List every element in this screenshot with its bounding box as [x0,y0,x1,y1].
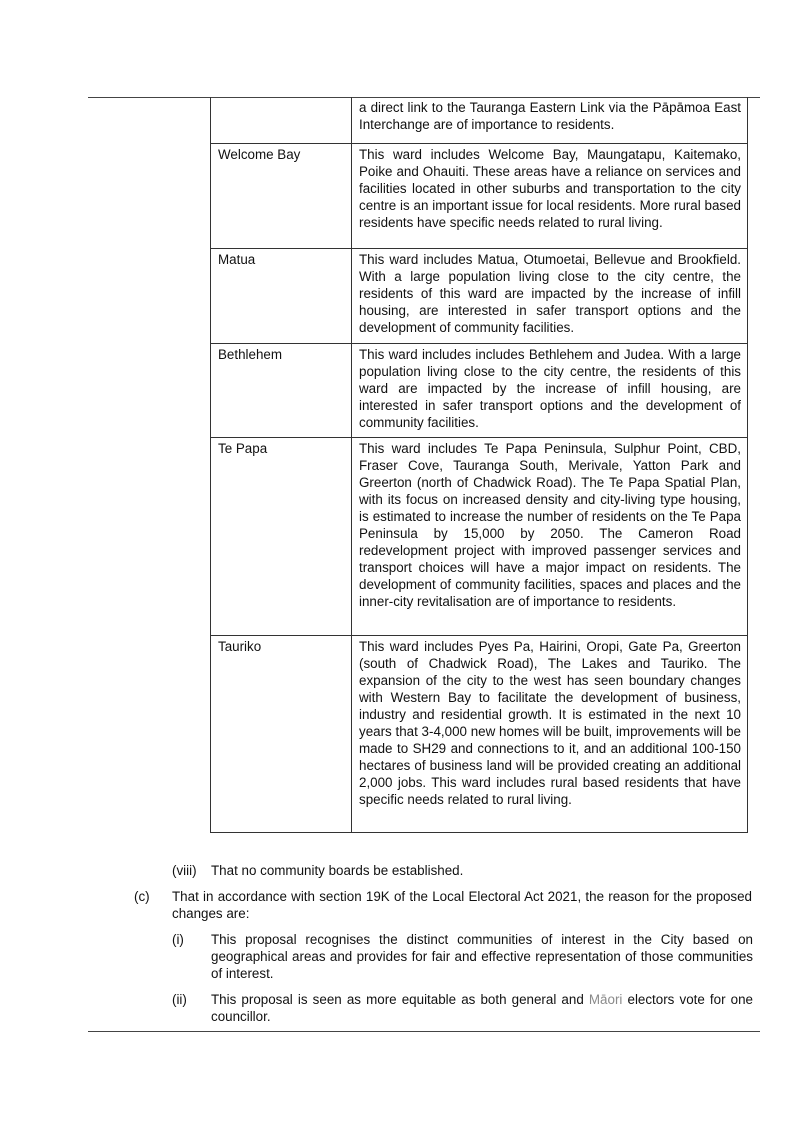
table-row [211,143,748,248]
item-letter: (c) [134,889,150,904]
ward-description-cell: This ward includes Matua, Otumoetai, Bellevue and Brookfield. With a large population living close to the city centre, the residents of this ward are impacted by the increase of infill housing, are interested in safer transport options and the development of community facilities. [352,248,748,343]
item-text [211,991,753,1025]
table-row [211,97,748,143]
ward-name-cell: Welcome Bay [211,143,352,248]
ward-table [210,97,748,833]
item-text-start: This proposal is seen as more equitable as both general and [211,992,589,1007]
ward-description-cell: This ward includes Te Papa Peninsula, Sulphur Point, CBD, Fraser Cove, Tauranga South, Merivale, Yatton Park and Greerton (north of Chadwick Road). The Te Papa Spatial Plan, with its focus on increased density and city-living type housing, is estimated to increase the number of residents on the Te Papa Peninsula by 15,000 by 2050. The Cameron Road redevelopment project with improved passenger services and transport choices will have a major impact on residents. The development of community facilities, spaces and places and the inner-city revitalisation are of importance to residents. [352,437,748,635]
ward-name-cell: Bethlehem [211,343,352,437]
item-number: (ii) [172,992,187,1007]
item-text: This proposal recognises the distinct communities of interest in the City based on geographical areas and provides for fair and effective representation of those communities of interest. [211,932,753,982]
item-number: (i) [172,932,184,947]
ward-name-cell: Te Papa [211,437,352,635]
table-row [211,248,748,343]
ward-name-cell [211,97,352,143]
maori-word: Māori [588,992,623,1007]
table-row [211,343,748,437]
item-number: (viii) [172,863,197,878]
ward-description-cell: This ward includes Pyes Pa, Hairini, Oropi, Gate Pa, Greerton (south of Chadwick Road), The Lakes and Tauriko. The expansion of the city to the west has seen boundary changes with Western Bay to facilitate the development of business, industry and residential growth. It is estimated in the next 10 years that 3-4,000 new homes will be built, improvements will be made to SH29 and connections to it, and an additional 100-150 hectares of business land will be provided creating an additional 2,000 jobs. This ward includes rural based residents that have specific needs related to rural living. [352,635,748,832]
item-text: That in accordance with section 19K of the Local Electoral Act 2021, the reason for the proposed changes are: [172,889,752,922]
item-text: That no community boards be established. [211,863,464,878]
table-row [211,437,748,635]
reason-item-i [172,931,754,987]
table-row [211,635,748,832]
footer-rule [88,1031,760,1032]
reason-item-ii [172,991,754,1029]
recommendation-item-viii [172,862,752,882]
ward-description-cell: a direct link to the Tauranga Eastern Link via the Pāpāmoa East Interchange are of importance to residents. [352,97,748,143]
ward-name-cell: Matua [211,248,352,343]
recommendation-item-c [134,888,754,928]
ward-description-cell: This ward includes includes Bethlehem and Judea. With a large population living close to the city centre, the residents of this ward are impacted by the increase of infill housing, are interested in safer transport options and the development of community facilities. [352,343,748,437]
ward-description-cell: This ward includes Welcome Bay, Maungatapu, Kaitemako, Poike and Ohauiti. These areas have a reliance on services and facilities located in other suburbs and transportation to the city centre is an important issue for local residents. More rural based residents have specific needs related to rural living. [352,143,748,248]
item-text-end: electors vote for one councillor. [211,992,754,1025]
ward-name-cell: Tauriko [211,635,352,832]
